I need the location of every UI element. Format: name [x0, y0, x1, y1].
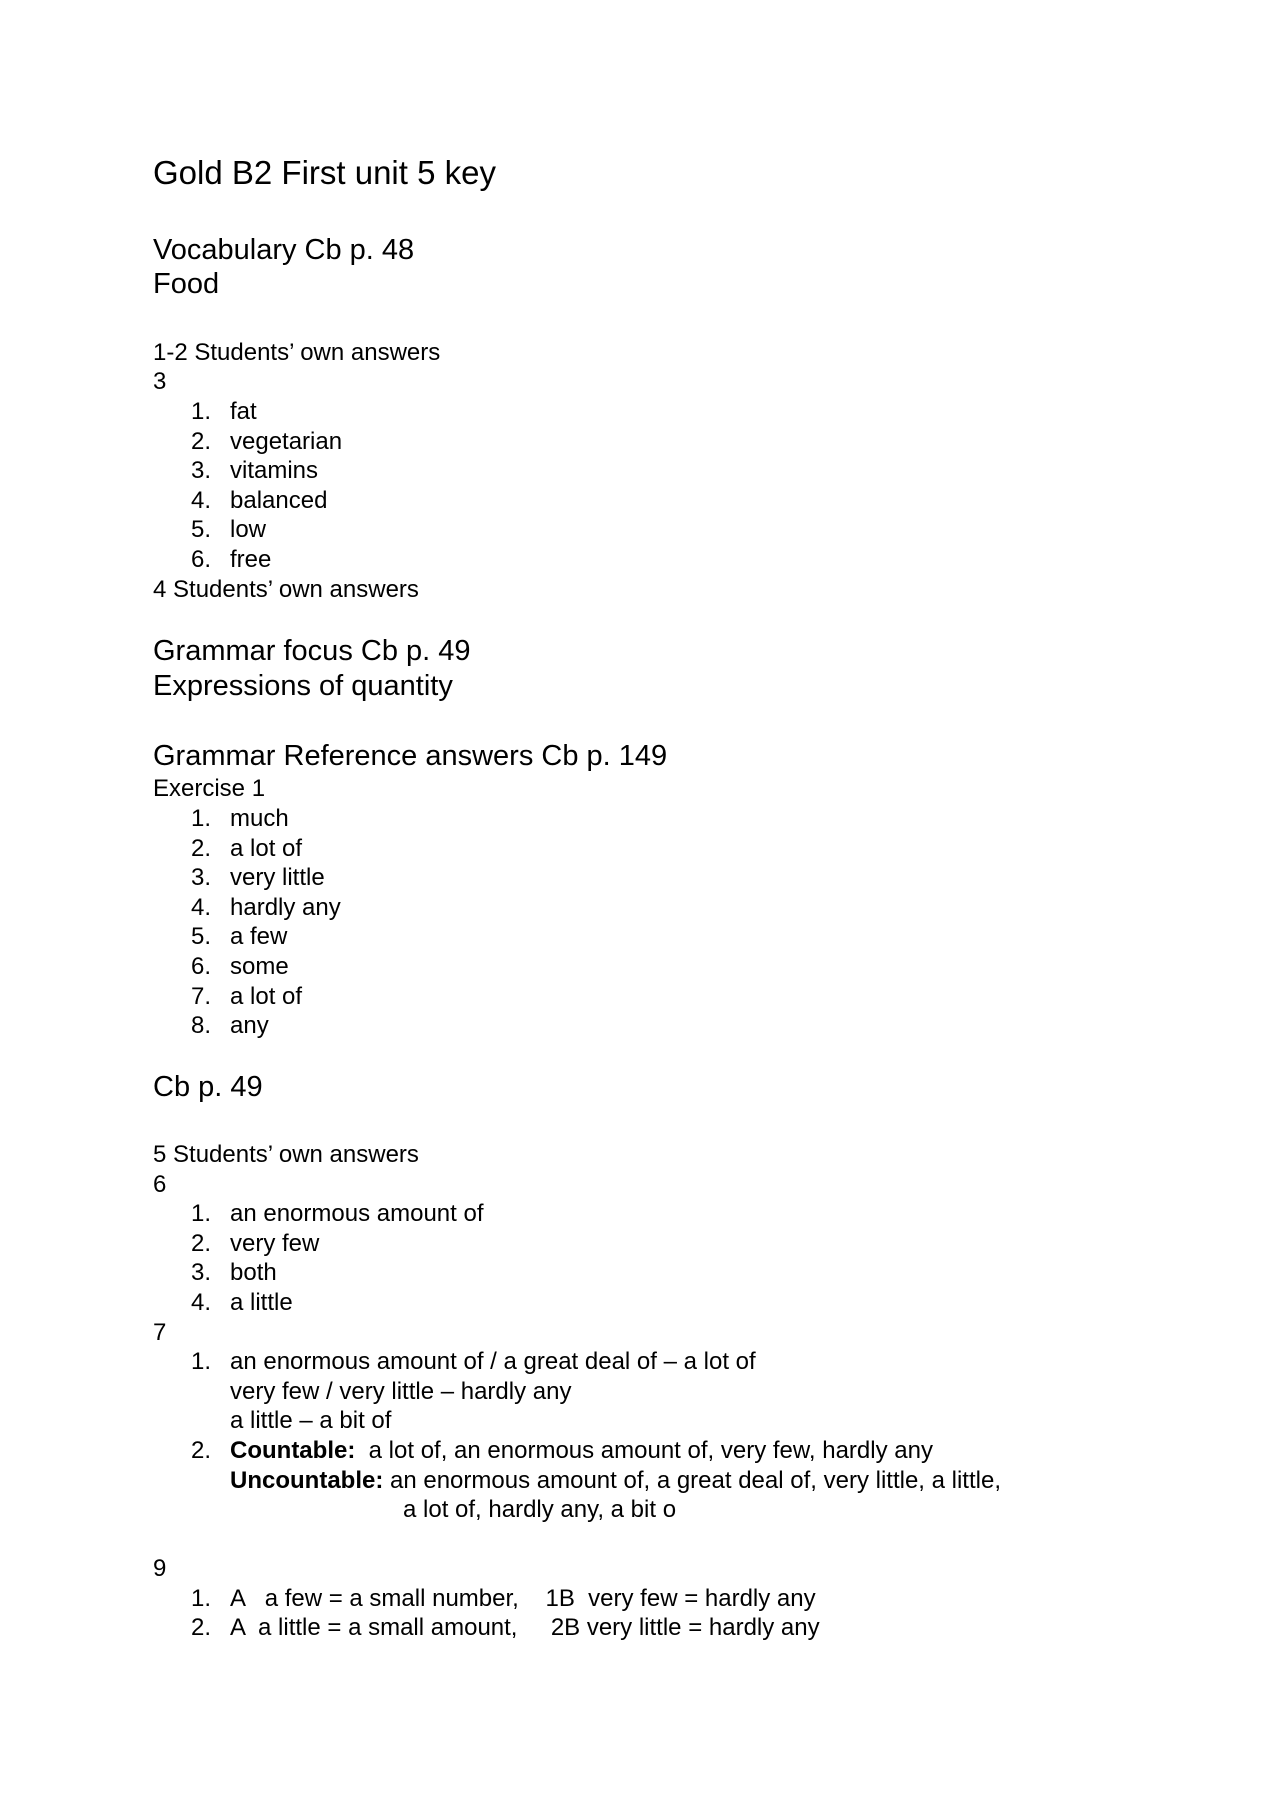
vocabulary-heading: Vocabulary Cb p. 48: [153, 234, 415, 266]
countable-label: Countable:: [230, 1437, 356, 1464]
list-item-continuation: very few / very little – hardly any: [230, 1378, 572, 1405]
list-item: 6. some: [191, 953, 289, 980]
list-item: 2. a lot of: [191, 835, 303, 862]
list-item: 3. vitamins: [191, 457, 319, 484]
grammar-focus-subheading: Expressions of quantity: [153, 670, 453, 702]
uncountable-continuation: a lot of, hardly any, a bit o: [403, 1496, 677, 1523]
list-item: 1. much: [191, 805, 289, 832]
uncountable-label: Uncountable:: [230, 1467, 384, 1494]
list-item: 1. fat: [191, 398, 257, 425]
exercise-6-label: 6: [153, 1171, 167, 1198]
list-item: 4. balanced: [191, 487, 328, 514]
list-item: 5. a few: [191, 923, 288, 950]
exercise-1-label: Exercise 1: [153, 775, 266, 802]
list-item: 2. A a little = a small amount, 2B very little = hardly any: [191, 1614, 820, 1641]
grammar-reference-heading: Grammar Reference answers Cb p. 149: [153, 740, 668, 772]
answer-1-2: 1-2 Students’ own answers: [153, 339, 441, 366]
list-item: 1. an enormous amount of / a great deal of – a lot of: [191, 1348, 756, 1375]
exercise-7-label: 7: [153, 1319, 167, 1346]
list-item: 1. an enormous amount of: [191, 1200, 484, 1227]
exercise-3-label: 3: [153, 368, 167, 395]
uncountable-line: Uncountable: an enormous amount of, a great deal of, very little, a little,: [230, 1467, 1001, 1494]
list-item: 7. a lot of: [191, 983, 303, 1010]
list-item: 2. Countable: a lot of, an enormous amount of, very few, hardly any: [191, 1437, 933, 1464]
list-item: 4. a little: [191, 1289, 293, 1316]
cb-p49-heading: Cb p. 49: [153, 1071, 263, 1103]
exercise-9-label: 9: [153, 1555, 167, 1582]
list-item: 3. very little: [191, 864, 325, 891]
list-item: 2. very few: [191, 1230, 320, 1257]
list-item: 6. free: [191, 546, 272, 573]
answer-5: 5 Students’ own answers: [153, 1141, 419, 1168]
answer-4: 4 Students’ own answers: [153, 576, 419, 603]
list-item: 4. hardly any: [191, 894, 341, 921]
list-item-continuation: a little – a bit of: [230, 1407, 392, 1434]
list-item: 1. A a few = a small number, 1B very few = hardly any: [191, 1585, 816, 1612]
list-item: 5. low: [191, 516, 267, 543]
list-item: 8. any: [191, 1012, 269, 1039]
document-title: Gold B2 First unit 5 key: [153, 154, 496, 191]
grammar-focus-heading: Grammar focus Cb p. 49: [153, 635, 471, 667]
vocabulary-subheading: Food: [153, 268, 220, 300]
list-item: 3. both: [191, 1259, 277, 1286]
list-item: 2. vegetarian: [191, 428, 343, 455]
